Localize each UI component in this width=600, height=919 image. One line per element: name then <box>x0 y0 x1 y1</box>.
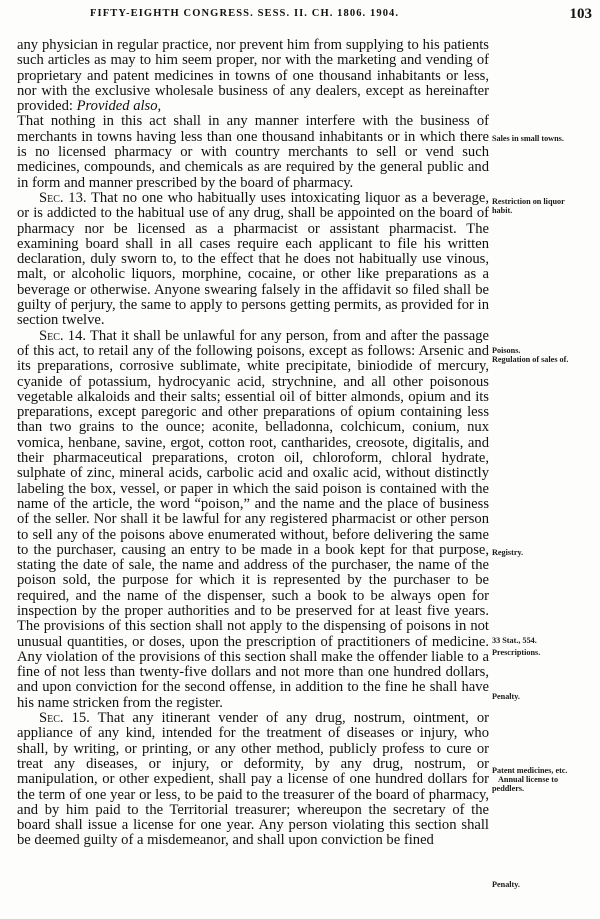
margin-note-registry: Registry. <box>492 548 524 557</box>
section-14: Sec. 14. That it shall be unlawful for any person, from and after the passage of this act, to retail any of the following poisons, except as follows: Arsenic and its preparations, corrosive sublimate, white precipitate, biniodide of mercury, cyanide of potassium, hydrocyanic acid, strychnine, and all other poisonous vegetable alkaloids and their salts; essential oil of bitter almonds, opium and its preparations, except paregoric and other preparations of opium containing less than two grains to the ounce; aconite, belladonna, colchicum, conium, nux vomica, henbane, savine, ergot, cotton root, cantharides, creosote, digitalis, and their pharmaceutical preparations, croton oil, chloroform, chloral hydrate, sulphate of zinc, mineral acids, carbolic acid and oxalic acid, without distinctly labeling the box, vessel, or paper in which the said poison is contained with the name of the article, the word “poison,” and the name and the place of business of the seller. Nor shall it be lawful for any registered pharmacist or other person to sell any of the poisons above enumerated without, before delivering the same to the purchaser, causing an entry to be made in a book kept for that purpose, stating the date of sale, the name and address of the purchaser, the name of the poison sold, the purpose for which it is represented by the purchaser to be required, and the name of the dispenser, such a book to be always open for inspection by the proper authorities and to be preserved for at least five years. The provisions of this section shall not apply to the dispensing of poisons in not unusual quantities, or doses, upon the prescription of practitioners of medicine. Any violation of the provisions of this section shall make the offender liable to a fine of not less than twenty-five dollars and not more than one hundred dollars, and upon conviction for the second offense, in addition to the fine he shall have his name stricken from the register. <box>17 327 489 711</box>
page-number: 103 <box>569 6 592 22</box>
section-15-label: Sec. 15. <box>39 710 90 727</box>
margin-note-prescriptions: Prescriptions. <box>492 648 541 657</box>
running-head-title: FIFTY-EIGHTH CONGRESS. SESS. II. CH. 1806. 1904. <box>90 8 400 19</box>
paragraph-proviso: That nothing in this act shall in any manner interfere with the business of merchants in towns having less than one thousand inhabitants or in which there is no licensed pharmacy or with country merchants to sell or vend such medicines, compounds, and chemicals as are required by the general public and in form and manner prescribed by the board of pharmacy. <box>17 113 489 191</box>
margin-note-penalty: Penalty. <box>492 692 520 701</box>
section-14-label: Sec. 14. <box>39 327 87 344</box>
statute-body <box>17 38 489 849</box>
section-13: Sec. 13. That no one who habitually uses intoxicating liquor as a beverage, or is addicted to the habitual use of any drug, shall be appointed on the board of pharmacy nor be licensed as a pharmacist or assistant pharmacist. The examining board shall in all cases require each applicant to file his written declaration, duly sworn to, to the effect that he does not habitually use vinous, malt, or alcoholic liquors, morphine, cocaine, or other like preparations as a beverage or otherwise. Anyone swearing falsely in the affidavit so filed shall be guilty of perjury, the same to apply to persons getting permits, as provided for in section twelve. <box>17 189 489 329</box>
margin-note-restriction: Restriction on liquor habit. <box>492 197 565 215</box>
margin-note-stat: 33 Stat., 554. <box>492 636 537 645</box>
margin-note-patent-medicines: Patent medicines, etc. Annual license to peddlers. <box>492 766 568 793</box>
paragraph-continuation: any physician in regular practice, nor prevent him from supplying to his patients such articles as may to him seem proper, nor with the marketing and vending of proprietary and patent medicines in towns of one thousand inhabitants or less, nor with the exclusive wholesale business of any dealers, except as hereinafter provided: Provided also, <box>17 37 489 115</box>
margin-note-poisons: Poisons. Regulation of sales of. <box>492 346 569 364</box>
section-15: Sec. 15. That any itinerant vender of any drug, nostrum, ointment, or appliance of any kind, intended for the treatment of diseases or injury, who shall, by writing, or printing, or any other method, publicly profess to cure or treat any diseases, or injury, or deformity, by any drug, nostrum, or manipulation, or other expedient, shall pay a license of one hundred dollars for the term of one year or less, to be paid to the treasurer of the board of pharmacy, and by him paid to the Territorial treasurer; whereupon the secretary of the board shall issue a license for one year. Any person violating this section shall be deemed guilty of a misdemeanor, and shall upon conviction be fined <box>17 710 490 849</box>
proviso-italic: Provided also, <box>76 98 162 115</box>
margin-note-sales-small-towns: Sales in small towns. <box>492 134 564 143</box>
running-header <box>18 8 592 26</box>
margin-note-penalty-2: Penalty. <box>492 880 520 889</box>
section-13-label: Sec. 13. <box>39 189 87 206</box>
